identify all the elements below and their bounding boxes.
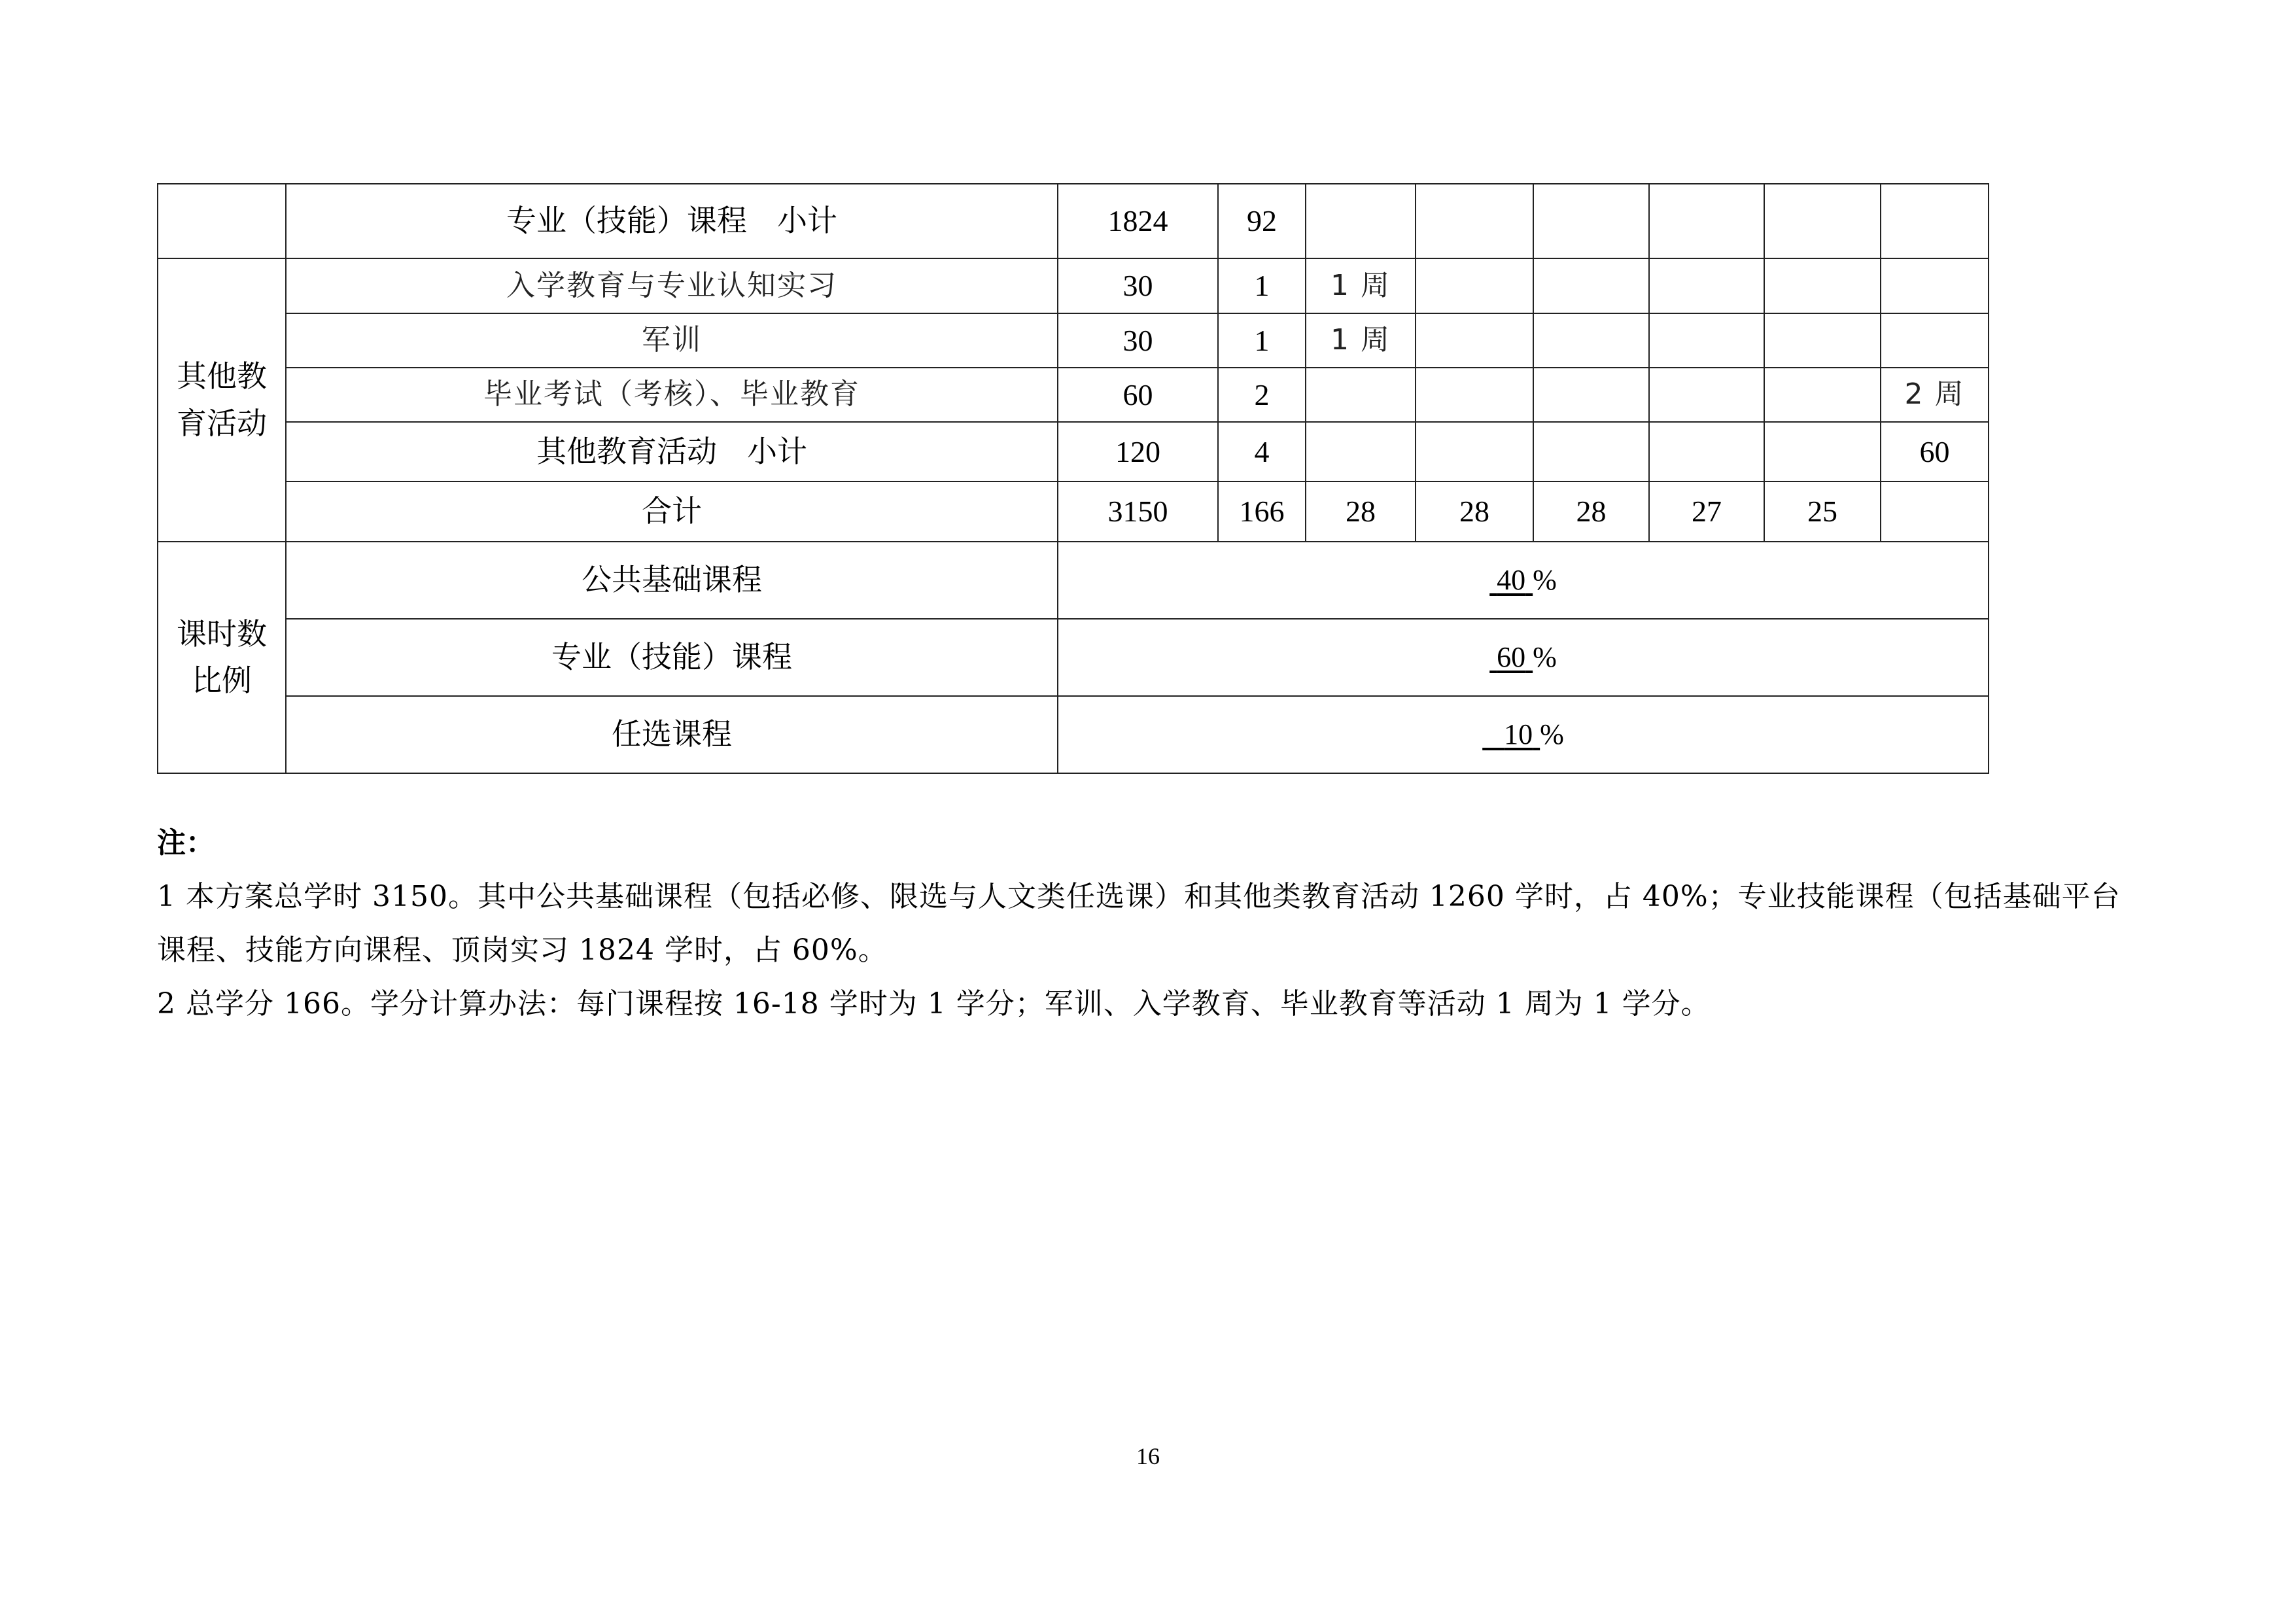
sem-cell: 1 周 xyxy=(1306,258,1416,313)
sem-cell: 25 xyxy=(1764,481,1881,542)
row-label: 毕业考试（考核）、毕业教育 xyxy=(286,368,1058,422)
sem-cell xyxy=(1649,368,1764,422)
notes xyxy=(157,816,2146,1031)
row-label: 公共基础课程 xyxy=(286,542,1058,619)
sem-cell: 28 xyxy=(1416,481,1533,542)
sem-cell: 28 xyxy=(1306,481,1416,542)
row-label: 任选课程 xyxy=(286,696,1058,773)
note-line: 2 总学分 166。学分计算办法：每门课程按 16-18 学时为 1 学分；军训、入学教育、毕业教育等活动 1 周为 1 学分。 xyxy=(157,987,1711,1021)
sem-cell xyxy=(1649,258,1764,313)
section-label-other xyxy=(158,258,286,542)
ratio-value-cell xyxy=(1058,542,1989,619)
sem-cell xyxy=(1416,422,1533,481)
sem-cell xyxy=(1764,368,1881,422)
hours-cell: 30 xyxy=(1058,313,1218,368)
sem-cell xyxy=(1649,422,1764,481)
sem-cell xyxy=(1533,184,1649,258)
sem-cell xyxy=(1306,184,1416,258)
sem-cell xyxy=(1764,258,1881,313)
table-row xyxy=(158,313,1989,368)
sem-cell xyxy=(1533,313,1649,368)
ratio-unit: % xyxy=(1533,563,1557,596)
table-row xyxy=(158,481,1989,542)
hours-cell: 120 xyxy=(1058,422,1218,481)
sem-cell xyxy=(1533,258,1649,313)
ratio-unit: % xyxy=(1533,640,1557,673)
sem-cell xyxy=(1416,258,1533,313)
table-row xyxy=(158,258,1989,313)
curriculum-table xyxy=(157,183,1989,774)
sem-cell xyxy=(1881,184,1989,258)
section-cell-empty xyxy=(158,184,286,258)
ratio-value-cell xyxy=(1058,696,1989,773)
credits-cell: 166 xyxy=(1218,481,1306,542)
sem-cell xyxy=(1649,313,1764,368)
sem-cell xyxy=(1306,368,1416,422)
hours-cell: 30 xyxy=(1058,258,1218,313)
credits-cell: 2 xyxy=(1218,368,1306,422)
sem-cell: 28 xyxy=(1533,481,1649,542)
row-label: 其他教育活动 小计 xyxy=(286,422,1058,481)
row-label: 合计 xyxy=(286,481,1058,542)
ratio-value: 10 xyxy=(1504,718,1533,750)
table-row xyxy=(158,542,1989,619)
table-row xyxy=(158,696,1989,773)
table-row xyxy=(158,368,1989,422)
table-row xyxy=(158,422,1989,481)
sem-cell xyxy=(1649,184,1764,258)
sem-cell xyxy=(1533,422,1649,481)
ratio-value: 40 xyxy=(1497,563,1526,596)
sem-cell xyxy=(1533,368,1649,422)
sem-cell xyxy=(1881,313,1989,368)
ratio-value-cell xyxy=(1058,619,1989,696)
credits-cell: 1 xyxy=(1218,258,1306,313)
row-label: 专业（技能）课程 xyxy=(286,619,1058,696)
sem-cell xyxy=(1881,481,1989,542)
row-label: 专业（技能）课程 小计 xyxy=(286,184,1058,258)
section-label-text: 其他教育活动 xyxy=(177,358,267,441)
sem-cell xyxy=(1416,313,1533,368)
ratio-unit: % xyxy=(1540,718,1564,750)
credits-cell: 4 xyxy=(1218,422,1306,481)
sem-cell: 1 周 xyxy=(1306,313,1416,368)
row-label: 入学教育与专业认知实习 xyxy=(286,258,1058,313)
sem-cell: 2 周 xyxy=(1881,368,1989,422)
hours-cell: 1824 xyxy=(1058,184,1218,258)
sem-cell xyxy=(1416,184,1533,258)
note-line: 1 本方案总学时 3150。其中公共基础课程（包括必修、限选与人文类任选课）和其他类教育活动 1260 学时，占 40%；专业技能课程（包括基础平台课程、技能方向课程、顶岗实习 1824 学时，占 60%。 xyxy=(157,880,2121,967)
hours-cell: 3150 xyxy=(1058,481,1218,542)
section-label-ratio xyxy=(158,542,286,773)
sem-cell xyxy=(1764,422,1881,481)
row-label: 军训 xyxy=(286,313,1058,368)
sem-cell: 60 xyxy=(1881,422,1989,481)
credits-cell: 92 xyxy=(1218,184,1306,258)
sem-cell xyxy=(1306,422,1416,481)
ratio-value: 60 xyxy=(1497,640,1526,673)
section-label-text: 课时数比例 xyxy=(177,616,267,698)
table-row xyxy=(158,184,1989,258)
credits-cell: 1 xyxy=(1218,313,1306,368)
sem-cell xyxy=(1764,184,1881,258)
hours-cell: 60 xyxy=(1058,368,1218,422)
table-row xyxy=(158,619,1989,696)
sem-cell xyxy=(1764,313,1881,368)
sem-cell: 27 xyxy=(1649,481,1764,542)
sem-cell xyxy=(1881,258,1989,313)
sem-cell xyxy=(1416,368,1533,422)
page-number: 16 xyxy=(1136,1443,1160,1469)
notes-title: 注： xyxy=(157,826,215,860)
